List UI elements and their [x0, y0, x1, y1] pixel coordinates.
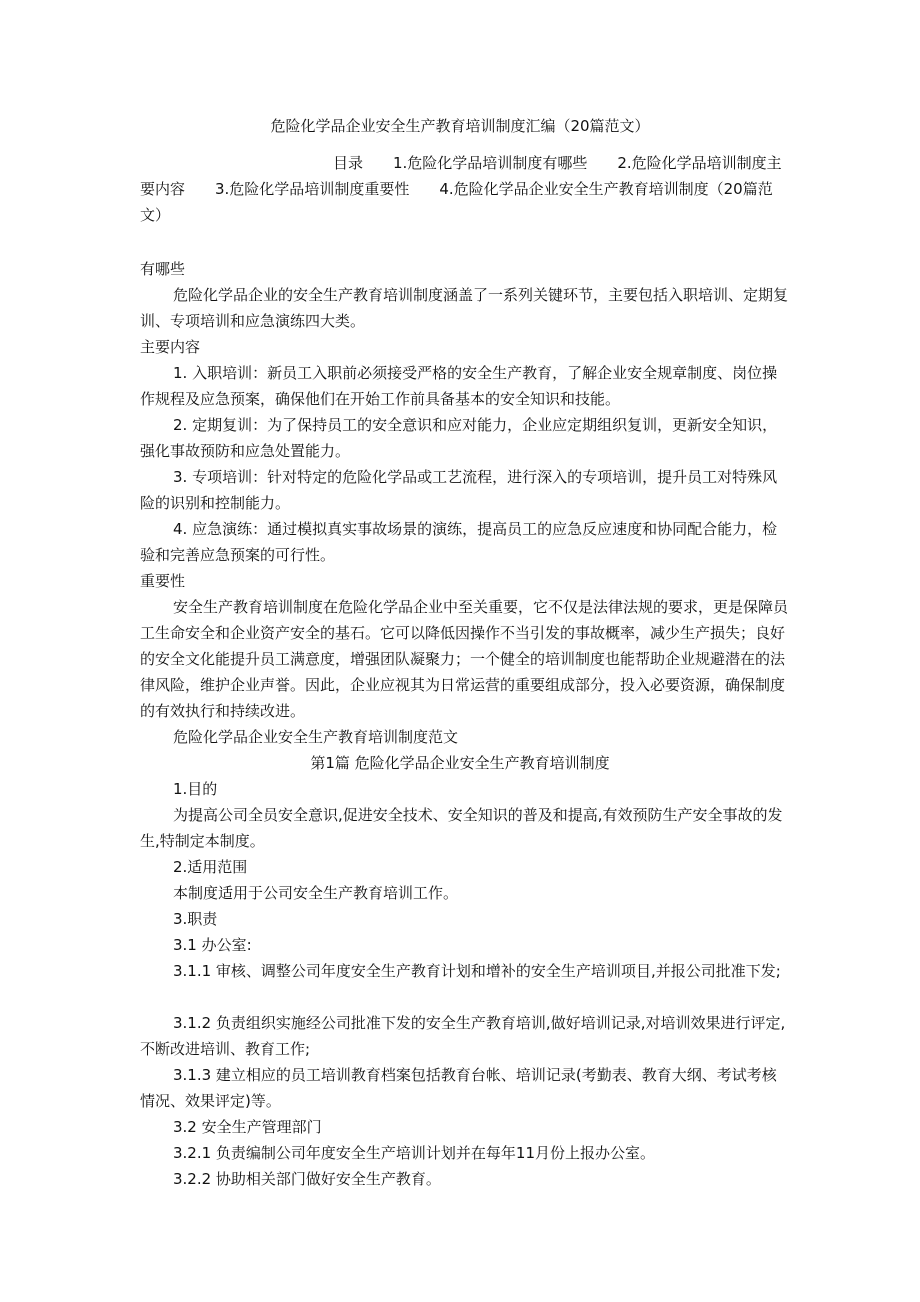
dept-item: 3.2.1 负责编制公司年度安全生产培训计划并在每年11月份上报办公室。	[173, 1144, 656, 1162]
section-heading-what: 有哪些	[140, 260, 186, 278]
purpose-heading: 1.目的	[173, 780, 218, 798]
section-importance-paragraph: 安全生产教育培训制度在危险化学品企业中至关重要，它不仅是法律法规的要求，更是保障员工生命安全和企业资产安全的基石。它可以降低因操作不当引发的事故概率，减少生产损失；良好的安全文化能提升员工满意度，增强团队凝聚力；一个健全的培训制度也能帮助企业规避潜在的法律风险，维护企业声誉。因此，企业应视其为日常运营的重要组成部分，投入必要资源，确保制度的有效执行和持续改进。	[140, 598, 789, 720]
office-heading: 3.1 办公室:	[173, 936, 252, 954]
document-title: 危险化学品企业安全生产教育培训制度汇编（20篇范文）	[270, 117, 650, 135]
scope-text: 本制度适用于公司安全生产教育培训工作。	[173, 884, 459, 902]
article-title: 第1篇 危险化学品企业安全生产教育培训制度	[310, 754, 610, 772]
samples-label: 危险化学品企业安全生产教育培训制度范文	[173, 728, 459, 746]
content-item: 4. 应急演练：通过模拟真实事故场景的演练，提高员工的应急反应速度和协同配合能力，检验和完善应急预案的可行性。	[140, 520, 778, 564]
content-item: 1. 入职培训：新员工入职前必须接受严格的安全生产教育，了解企业安全规章制度、岗位操作规程及应急预案，确保他们在开始工作前具备基本的安全知识和技能。	[140, 364, 778, 408]
duty-heading: 3.职责	[173, 910, 218, 928]
content-item: 3. 专项培训：针对特定的危险化学品或工艺流程，进行深入的专项培训，提升员工对特殊风险的识别和控制能力。	[140, 468, 778, 512]
office-item: 3.1.2 负责组织实施经公司批准下发的安全生产教育培训,做好培训记录,对培训效果进行评定,不断改进培训、教育工作;	[140, 1014, 786, 1058]
dept-item: 3.2.2 协助相关部门做好安全生产教育。	[173, 1170, 441, 1188]
scope-heading: 2.适用范围	[173, 858, 248, 876]
office-item: 3.1.1 审核、调整公司年度安全生产教育计划和增补的安全生产培训项目,并报公司批准下发;	[173, 962, 781, 980]
section-heading-content: 主要内容	[140, 338, 201, 356]
table-of-contents: 目录 1.危险化学品培训制度有哪些 2.危险化学品培训制度主要内容 3.危险化学品培训制度重要性 4.危险化学品企业安全生产教育培训制度（20篇范文）	[140, 154, 782, 224]
section-what-paragraph: 危险化学品企业的安全生产教育培训制度涵盖了一系列关键环节，主要包括入职培训、定期复训、专项培训和应急演练四大类。	[140, 286, 789, 330]
section-heading-importance: 重要性	[140, 572, 186, 590]
dept-heading: 3.2 安全生产管理部门	[173, 1118, 322, 1136]
content-item: 2. 定期复训：为了保持员工的安全意识和应对能力，企业应定期组织复训，更新安全知识，强化事故预防和应急处置能力。	[140, 416, 778, 460]
office-item: 3.1.3 建立相应的员工培训教育档案包括教育台帐、培训记录(考勤表、教育大纲、考试考核情况、效果评定)等。	[140, 1066, 777, 1110]
purpose-text: 为提高公司全员安全意识,促进安全技术、安全知识的普及和提高,有效预防生产安全事故的发生,特制定本制度。	[140, 806, 783, 850]
